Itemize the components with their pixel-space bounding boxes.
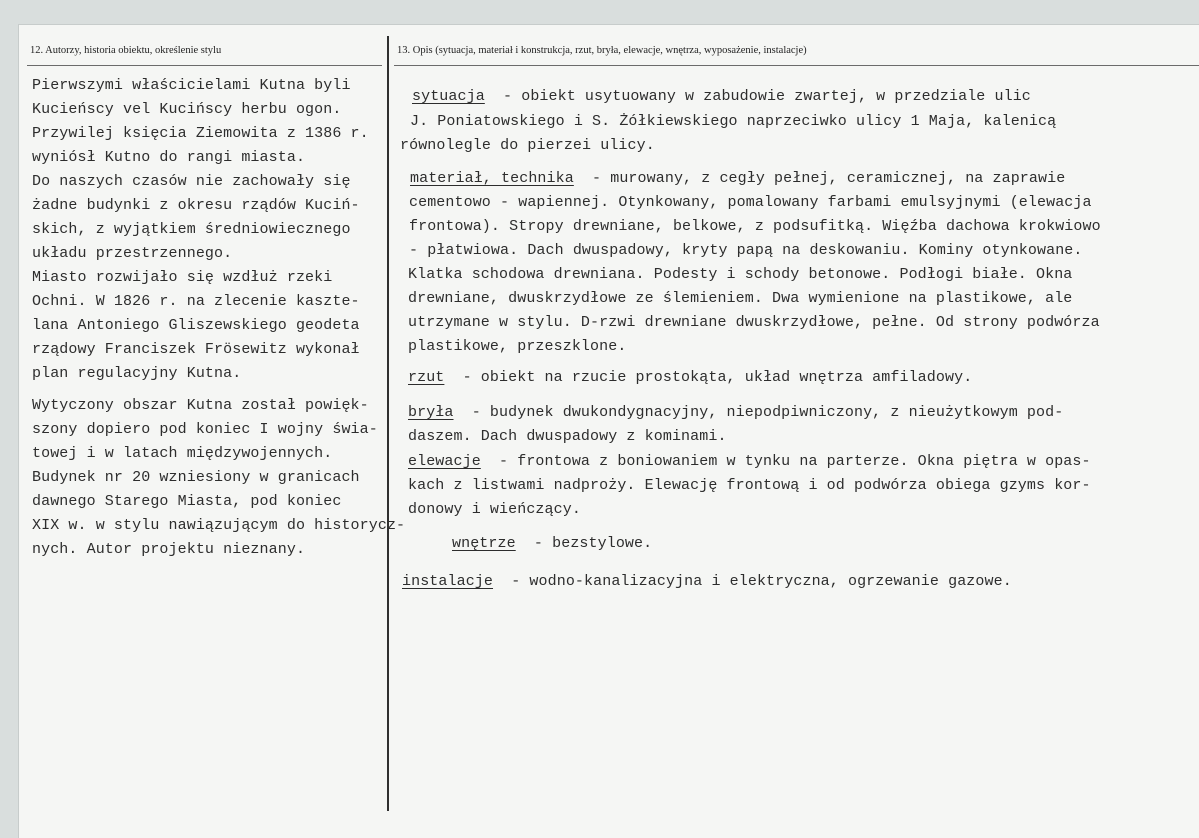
material-line: Klatka schodowa drewniana. Podesty i schody betonowe. Podłogi białe. Okna (408, 266, 1073, 283)
history-line: Wytyczony obszar Kutna został powięk- (32, 397, 369, 414)
header-rule-left (27, 65, 382, 66)
section-13-header: 13. Opis (sytuacja, materiał i konstrukcja, rzut, bryła, elewacje, wnętrza, wyposażenie, instalacje) (397, 45, 807, 56)
material-line: frontowa). Stropy drewniane, belkowe, z podsufitką. Więźba dachowa krokwiowo (409, 218, 1101, 235)
material-line: - płatwiowa. Dach dwuspadowy, kryty papą na deskowaniu. Kominy otynkowane. (409, 242, 1083, 259)
installations-text: - wodno-kanalizacyjna i elektryczna, ogrzewanie gazowe. (511, 573, 1012, 590)
history-line: Kucieńscy vel Kucińscy herbu ogon. (32, 101, 342, 118)
history-line: Pierwszymi właścicielami Kutna byli (32, 77, 351, 94)
situation-line: J. Poniatowskiego i S. Żółkiewskiego naprzeciwko ulicy 1 Maja, kalenicą (410, 113, 1057, 130)
history-line: Przywilej księcia Ziemowita z 1386 r. (32, 125, 369, 142)
header-rule-right (394, 65, 1199, 66)
interior-entry (452, 535, 652, 552)
interior-text: - bezstylowe. (533, 535, 653, 552)
history-line: plan regulacyjny Kutna. (32, 365, 242, 382)
body-text: - budynek dwukondygnacyjny, niepodpiwniczony, z nieużytkowym pod- (471, 404, 1064, 421)
history-line: szony dopiero pod koniec I wojny świa- (32, 421, 378, 438)
situation-entry (412, 88, 1031, 105)
elevations-label: elewacje (408, 453, 481, 470)
elevations-line: donowy i wieńczący. (408, 501, 581, 518)
history-line: nych. Autor projektu nieznany. (32, 541, 306, 558)
material-label: materiał, technika (410, 170, 574, 187)
history-line: towej i w latach międzywojennych. (32, 445, 333, 462)
material-line: drewniane, dwuskrzydłowe ze ślemieniem. Dwa wymienione na plastikowe, ale (408, 290, 1073, 307)
history-line: Budynek nr 20 wzniesiony w granicach (32, 469, 360, 486)
column-divider (387, 36, 389, 811)
history-line: żadne budynki z okresu rządów Kuciń- (32, 197, 360, 214)
history-line: Do naszych czasów nie zachowały się (32, 173, 351, 190)
material-line: plastikowe, przeszklone. (408, 338, 627, 355)
plan-text: - obiekt na rzucie prostokąta, układ wnętrza amfiladowy. (462, 369, 973, 386)
situation-line: równolegle do pierzei ulicy. (400, 137, 655, 154)
situation-label: sytuacja (412, 88, 485, 105)
history-line: skich, z wyjątkiem średniowiecznego (32, 221, 351, 238)
body-line: daszem. Dach dwuspadowy z kominami. (408, 428, 727, 445)
history-line: wyniósł Kutno do rangi miasta. (32, 149, 306, 166)
plan-label: rzut (408, 369, 445, 386)
installations-entry (402, 573, 1012, 590)
interior-label: wnętrze (452, 535, 516, 552)
history-line: rządowy Franciszek Frösewitz wykonał (32, 341, 360, 358)
history-line: Miasto rozwijało się wzdłuż rzeki (32, 269, 333, 286)
body-entry (408, 404, 1063, 421)
material-line: cementowo - wapiennej. Otynkowany, pomalowany farbami emulsyjnymi (elewacja (409, 194, 1092, 211)
elevations-line: kach z listwami nadproży. Elewację frontową i od podwórza obiega gzyms kor- (408, 477, 1091, 494)
body-label: bryła (408, 404, 454, 421)
installations-label: instalacje (402, 573, 494, 590)
elevations-entry (408, 453, 1091, 470)
history-line: lana Antoniego Gliszewskiego geodeta (32, 317, 360, 334)
material-line: utrzymane w stylu. D-rzwi drewniane dwuskrzydłowe, pełne. Od strony podwórza (408, 314, 1100, 331)
history-line: XIX w. w stylu nawiązującym do historycz- (32, 517, 406, 534)
history-line: układu przestrzennego. (32, 245, 233, 262)
situation-text: - obiekt usytuowany w zabudowie zwartej, w przedziale ulic (503, 88, 1031, 105)
material-text: - murowany, z cegły pełnej, ceramicznej, na zaprawie (592, 170, 1066, 187)
history-line: Ochni. W 1826 r. na zlecenie kaszte- (32, 293, 360, 310)
material-entry (410, 170, 1065, 187)
elevations-text: - frontowa z boniowaniem w tynku na parterze. Okna piętra w opas- (499, 453, 1091, 470)
plan-entry (408, 369, 972, 386)
history-line: dawnego Starego Miasta, pod koniec (32, 493, 342, 510)
section-12-header: 12. Autorzy, historia obiektu, określenie stylu (30, 45, 222, 56)
